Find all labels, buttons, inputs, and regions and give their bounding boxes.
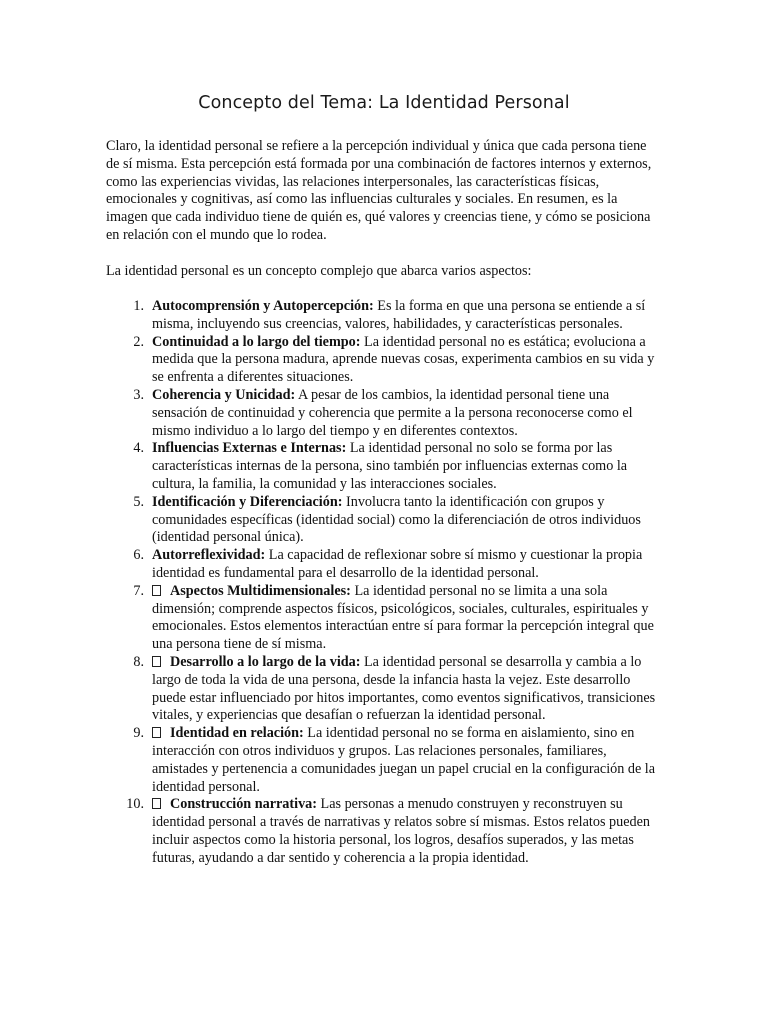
list-item-number: 6. (133, 547, 144, 564)
list-item-text: A pesar de los cambios, la identidad personal tiene una sensación de continuidad y coherencia que permite a la persona reconocerse como el mismo individuo a lo largo del tiempo y en diferentes contextos. (152, 386, 633, 439)
list-item-text: La identidad personal no se forma en aislamiento, sino en interacción con otros individuos y grupos. Las relaciones personales, familiares, amistades y pertenencia a comunidades juegan un papel crucial en la configuración de la identidad personal. (152, 725, 656, 795)
list-item-term: Continuidad a lo largo del tiempo: (152, 333, 361, 350)
list-item-term: Influencias Externas e Internas: (152, 440, 347, 457)
list-item (106, 547, 662, 583)
list-item-term: Autocomprensión y Autopercepción: (152, 298, 374, 314)
missing-glyph-box-icon (152, 798, 161, 809)
intro-paragraph: Claro, la identidad personal se refiere a la percepción individual y única que cada persona tiene de sí misma. Esta percepción está formada por una combinación de factores internos y externos, como las experiencias vividas, las relaciones interpersonales, las características físicas, emocionales y cognitivas, así como las influencias culturales y sociales. En resumen, es la imagen que cada individuo tiene de quién es, qué valores y creencias tiene, y cómo se posiciona en relación con el mundo que lo rodea. (106, 138, 652, 243)
list-item-term: Aspectos Multidimensionales: (170, 582, 351, 599)
list-item-term: Coherencia y Unicidad: (152, 386, 296, 403)
aspects-list (106, 298, 662, 868)
list-item-number: 2. (133, 333, 144, 350)
list-item-term: Identidad en relación: (170, 725, 304, 742)
list-item (106, 725, 662, 796)
missing-glyph-box-icon (152, 727, 161, 738)
list-item-number: 4. (133, 440, 144, 457)
page-title: Concepto del Tema: La Identidad Personal (198, 93, 570, 113)
list-item-text: Las personas a menudo construyen y reconstruyen su identidad personal a través de narrativas y relatos sobre sí mismas. Estos relatos pueden incluir aspectos como la historia personal, los logros, desafíos superados, y las metas futuras, ayudando a dar sentido y coherencia a la propia identidad. (152, 796, 650, 866)
list-item (106, 298, 662, 334)
list-item (106, 387, 662, 440)
list-item-term: Construcción narrativa: (170, 796, 317, 813)
list-item-number: 5. (133, 493, 144, 510)
list-item-text: La capacidad de reflexionar sobre sí mismo y cuestionar la propia identidad es fundamental para el desarrollo de la identidad personal. (152, 547, 643, 581)
list-item (106, 796, 662, 867)
list-item-term: Identificación y Diferenciación: (152, 493, 343, 510)
list-item-number: 8. (133, 653, 144, 670)
list-item-term: Autorreflexividad: (152, 547, 266, 564)
list-item-number: 9. (133, 725, 144, 742)
list-item-number: 3. (133, 386, 144, 403)
list-item-text: La identidad personal no es estática; evoluciona a medida que la persona madura, aprende nuevas cosas, experimenta cambios en su vida y se enfrenta a diferentes situaciones. (152, 333, 655, 386)
list-item (106, 654, 662, 725)
list-item-text: Involucra tanto la identificación con grupos y comunidades específicas (identidad social) como la diferenciación de otros individuos (identidad personal única). (152, 493, 641, 546)
list-item-text: La identidad personal no se limita a una sola dimensión; comprende aspectos físicos, psicológicos, sociales, culturales, espirituales y emocionales. Estos elementos interactúan entre sí para formar la percepción integral que una persona tiene de sí misma. (152, 582, 654, 653)
list-item-number: 1. (133, 298, 144, 314)
list-item (106, 334, 662, 387)
list-item (106, 494, 662, 547)
list-item-number: 7. (133, 582, 144, 599)
lead-paragraph: La identidad personal es un concepto complejo que abarca varios aspectos: (106, 263, 532, 279)
list-item-text: La identidad personal se desarrolla y cambia a lo largo de toda la vida de una persona, desde la infancia hasta la vejez. Este desarrollo puede estar influenciado por hitos importantes, como eventos significativos, transiciones vitales, y experiencias que desafían o refuerzan la identidad personal. (152, 653, 656, 724)
list-item-text: La identidad personal no solo se forma por las características internas de la persona, sino también por influencias externas como la cultura, la familia, la comunidad y las interacciones sociales. (152, 440, 628, 492)
list-item-text: Es la forma en que una persona se entiende a sí misma, incluyendo sus creencias, valores, habilidades, y características personales. (152, 298, 646, 332)
list-item-term: Desarrollo a lo largo de la vida: (170, 653, 361, 670)
list-item (106, 583, 662, 654)
missing-glyph-box-icon (152, 585, 161, 596)
missing-glyph-box-icon (152, 656, 161, 667)
list-item (106, 440, 662, 493)
list-item-number: 10. (126, 796, 144, 813)
